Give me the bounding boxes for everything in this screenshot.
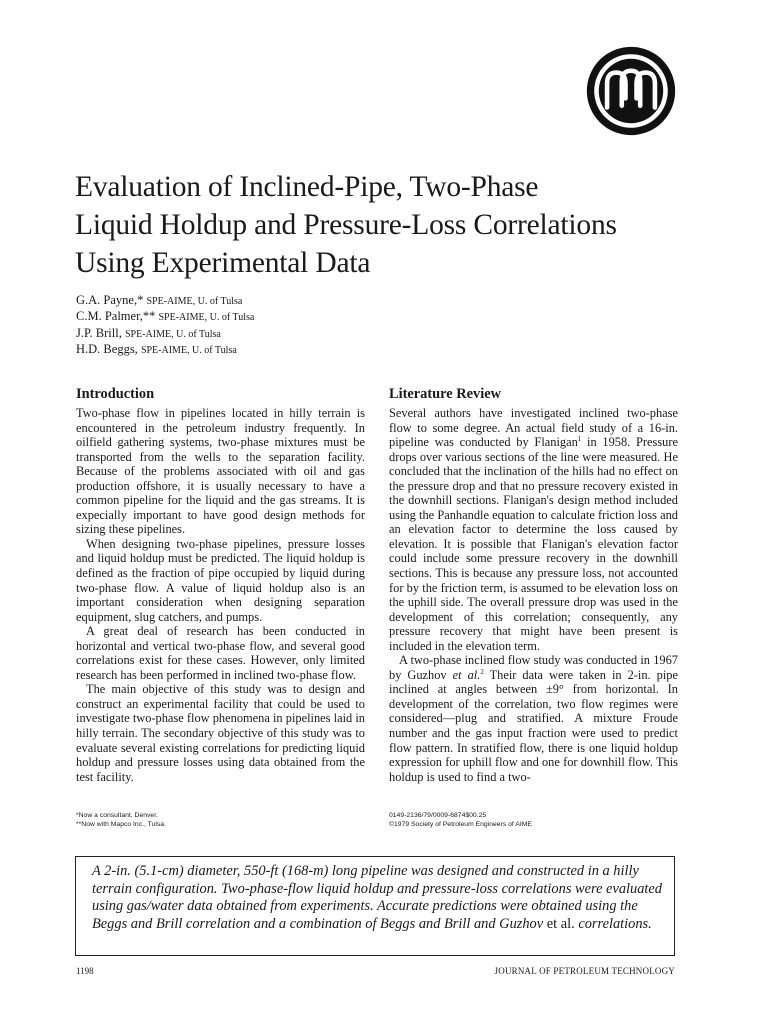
- author-list: [76, 293, 254, 359]
- page-number: 1198: [76, 966, 94, 976]
- et-al-italic: et al.: [452, 667, 481, 682]
- body-paragraph: The main objective of this study was to design and construct an experimental facility that could be used to investigate two-phase flow phenomena in pipelines laid in hilly terrain. The secondary objective of this study was to evaluate several existing correlations for predicting liquid holdup and pressure losses using data obtained from the test facility.: [76, 682, 365, 784]
- body-paragraph: Two-phase flow in pipelines located in hilly terrain is encountered in the petroleum industry frequently. In oilfield gathering systems, two-phase mixtures must be transported from the wells to the separation facility. Because of the problems associated with oil and gas production offshore, it is usually necessary to have a common pipeline for the liquid and the gas streams. It is expecially important to have good design methods for sizing these pipelines.: [76, 406, 365, 537]
- abstract-box: [75, 856, 675, 956]
- copyright-line: ©1979 Society of Petroleum Engineers of AIME: [389, 821, 532, 828]
- author-affiliation: SPE-AIME, U. of Tulsa: [124, 328, 221, 340]
- title-line: Evaluation of Inclined-Pipe, Two-Phase: [75, 171, 539, 203]
- author-name: C.M. Palmer,**: [76, 309, 156, 324]
- text-run: A two-phase inclined flow study was conducted in 1967 by Guzhov: [389, 653, 678, 682]
- journal-name: JOURNAL OF PETROLEUM TECHNOLOGY: [494, 966, 675, 976]
- copyright-notice: [389, 811, 679, 829]
- literature-review-section: [389, 386, 678, 784]
- author-name: J.P. Brill,: [76, 325, 122, 340]
- title-line: Using Experimental Data: [75, 247, 371, 279]
- author-affiliation: SPE-AIME, U. of Tulsa: [158, 312, 255, 324]
- paper-title: [75, 168, 695, 282]
- copyright-line: 0149-2136/79/0009-6874$00.25: [389, 812, 487, 819]
- footnote: *Now a consultant, Denver.: [76, 812, 158, 819]
- body-paragraph: A great deal of research has been conducted in horizontal and vertical two-phase flow, and several good correlations exist for these cases. However, only limited research has been performed in inclined two-phase flow.: [76, 624, 365, 682]
- text-run: A 2-in. (5.1-cm) diameter, 550-ft (168-m) long pipeline was designed and constructed in a hilly terrain configuration. Two-phase-flow liquid holdup and pressure-loss correlations were evaluated using gas/water data obtained from experiments. Accurate predictions were obtained using the Beggs and Brill correlation and a combination of Beggs and Brill and Guzhov: [92, 863, 662, 932]
- body-paragraph: [389, 653, 678, 784]
- author-entry: [76, 342, 254, 358]
- text-run: correlations.: [574, 915, 652, 932]
- footnote: **Now with Mapco Inc., Tulsa.: [76, 821, 166, 828]
- reference-marker: 1: [577, 434, 582, 443]
- author-name: G.A. Payne,*: [76, 293, 144, 307]
- author-name: H.D. Beggs,: [76, 342, 138, 357]
- et-al-upright: et al.: [546, 915, 575, 932]
- text-run: in 1958. Pressure drops over various sections of the line were measured. He concluded that the inclination of the hills had no effect on the pressure drop and that no pressure recovery existed in the downhill sections. Flanigan's design method included using the Panhandle equation to calculate friction loss and an elevation factor to determine the loss caused by elevation. It is possible that Flanigan's elevation factor could include some pressure recovery in the downhill sections. This is because any pressure loss, not accounted for by the friction term, is assumed to be elevation loss on the uphill side. The overall pressure drop was used in the development of this correlation; consequently, any pressure recovery that might have been present is included in the elevation term.: [389, 435, 678, 653]
- author-entry: [76, 309, 254, 325]
- text-run: Their data were taken in 2-in. pipe inclined at angles between ±9° from horizontal. In development of the correlation, two flow regimes were considered—plug and stratified. A mixture Froude number and the gas input fraction were used to predict flow pattern. In stratified flow, there is one liquid holdup expression for uphill flow and one for downhill flow. This holdup is used to find a two-: [389, 667, 678, 784]
- spe-aime-logo-icon: [585, 45, 677, 137]
- literature-review-heading: Literature Review: [389, 386, 502, 402]
- text-run: Several authors have investigated inclined two-phase flow to some degree. An actual field study of a 16-in. pipeline was conducted by Flanigan: [389, 406, 678, 450]
- title-line: Liquid Holdup and Pressure-Loss Correlations: [75, 209, 617, 241]
- introduction-heading: Introduction: [76, 386, 155, 402]
- author-footnotes: [76, 811, 366, 829]
- author-affiliation: SPE-AIME, U. of Tulsa: [146, 296, 243, 307]
- author-entry: [76, 326, 254, 342]
- author-entry: [76, 293, 254, 309]
- author-affiliation: SPE-AIME, U. of Tulsa: [140, 345, 237, 357]
- reference-marker: 2: [480, 667, 484, 676]
- body-paragraph: [389, 406, 678, 653]
- introduction-section: [76, 386, 365, 784]
- body-paragraph: When designing two-phase pipelines, pressure losses and liquid holdup must be predicted. The liquid holdup is defined as the fraction of pipe occupied by liquid during two-phase flow. A value of liquid holdup also is an important consideration when designing separation equipment, slug catchers, and pumps.: [76, 536, 365, 624]
- abstract-text: [92, 863, 662, 933]
